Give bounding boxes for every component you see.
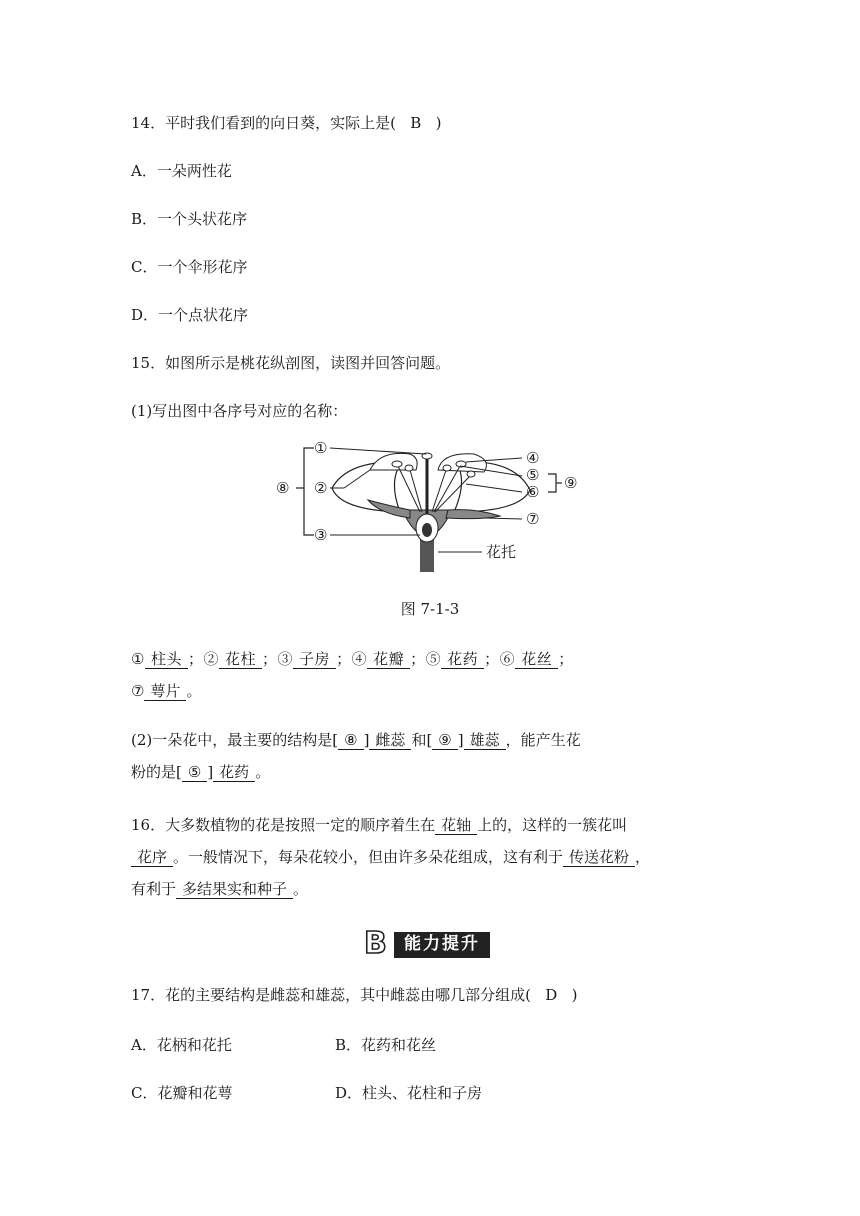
answer-2: 花柱 [219,650,262,669]
q17-options-row2 [131,1082,730,1104]
figure-label-3: ③ [314,526,328,544]
q17-options-row1 [131,1034,730,1056]
q17-option-c: C．花瓣和花萼 [131,1084,233,1102]
q15-sub1: (1)写出图中各序号对应的名称： [131,402,348,420]
figure-label-5: ⑤ [526,466,540,484]
q16-line1: 16．大多数植物的花是按照一定的顺序着生在 花轴 上的，这样的一簇花叫 [131,816,628,834]
q14-option-b: B．一个头状花序 [131,210,248,228]
q14-option-c: C．一个伞形花序 [131,258,248,276]
q15-answers-line1: ① 柱头 ；② 花柱 ；③ 子房 ；④ 花瓣 ；⑤ 花药 ；⑥ 花丝 ； [131,650,574,668]
answer-main-2: ⑨ [432,731,457,750]
answer-inflorescence: 花序 [131,848,173,867]
answer-7: 萼片 [144,682,186,701]
figure-label-2: ② [314,479,328,497]
q15-answers-line2: ⑦ 萼片 。 [131,682,202,700]
answer-1: 柱头 [145,650,188,669]
answer-3: 子房 [293,650,336,669]
answer-pollen: ⑤ [182,763,207,782]
figure-label-receptacle: 花托 [486,543,517,561]
q16-line2: 花序 。一般情况下，每朵花较小，但由许多朵花组成，这有利于 传送花粉 ， [131,846,730,868]
banner-letter: B [364,926,387,961]
answer-5: 花药 [441,650,484,669]
figure-label-4: ④ [526,449,540,467]
figure-label-6: ⑥ [526,483,540,501]
q14-stem: 14．平时我们看到的向日葵，实际上是( B ) [131,114,442,132]
section-banner [364,928,496,960]
q17-option-d: D．柱头、花柱和子房 [335,1084,483,1102]
q17-stem: 17．花的主要结构是雌蕊和雄蕊，其中雌蕊由哪几部分组成( D ) [131,986,578,1004]
answer-fruits: 多结果实和种子 [176,880,293,899]
answer-rachis: 花轴 [435,816,477,835]
q14-answer: B [410,114,422,132]
peach-flower-diagram [270,440,600,572]
figure-label-7: ⑦ [526,510,540,528]
q14-option-d: D．一个点状花序 [131,306,249,324]
q14-option-a: A．一朵两性花 [131,162,232,180]
answer-main-1: ⑧ [338,731,363,750]
q15-sub2-line2: 粉的是[ ⑤ ] 花药 。 [131,763,271,781]
q17-option-b: B．花药和花丝 [335,1036,437,1054]
q15-sub2-line1: (2)一朵花中，最主要的结构是[ ⑧ ] 雌蕊 和[ ⑨ ] 雄蕊 ，能产生花 [131,731,581,749]
figure-label-9: ⑨ [564,474,578,492]
figure-label-8: ⑧ [276,479,290,497]
q16-line3: 有利于 多结果实和种子 。 [131,880,309,898]
q17-answer: D [545,986,558,1004]
answer-pollination: 传送花粉 [563,848,635,867]
figure-label-1: ① [314,440,328,457]
answer-6: 花丝 [515,650,558,669]
banner-title: 能力提升 [404,934,480,954]
figure-caption: 图 7-1-3 [400,600,460,618]
q15-stem: 15．如图所示是桃花纵剖图，读图并回答问题。 [131,354,451,372]
answer-4: 花瓣 [367,650,410,669]
q17-option-a: A．花柄和花托 [131,1036,232,1054]
